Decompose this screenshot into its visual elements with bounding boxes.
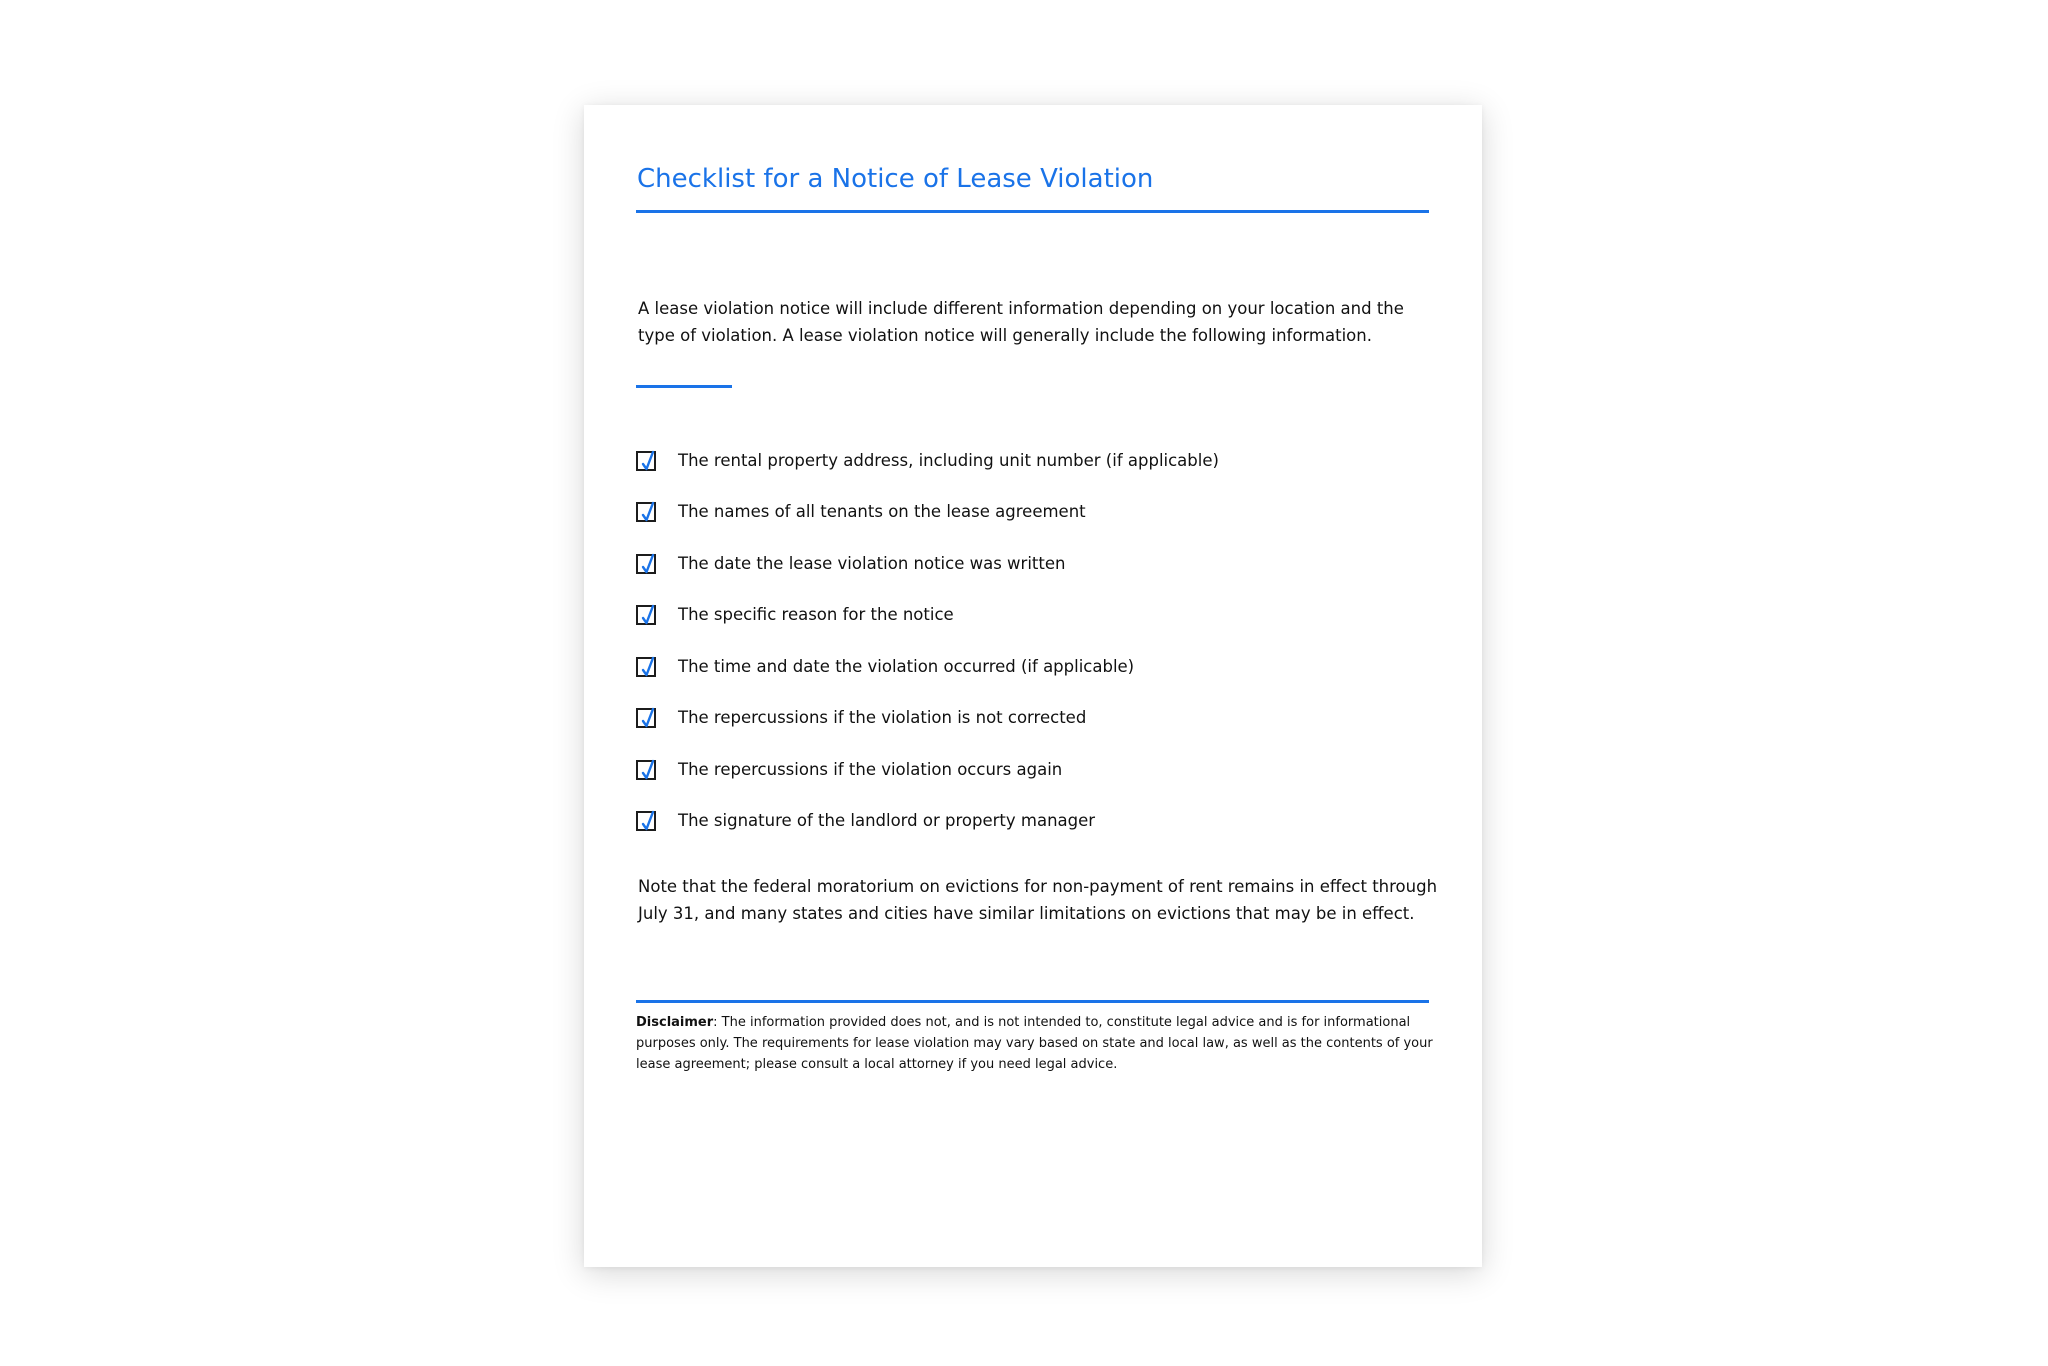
- checkbox-checked-icon[interactable]: [636, 708, 656, 728]
- document-page: [584, 105, 1482, 1267]
- checklist-item-label: The date the lease violation notice was written: [678, 553, 1066, 573]
- disclaimer: [636, 1012, 1436, 1075]
- checklist-item-label: The rental property address, including unit number (if applicable): [678, 450, 1219, 470]
- checklist-item: [636, 796, 1219, 848]
- checkbox-checked-icon[interactable]: [636, 760, 656, 780]
- checklist-item-label: The specific reason for the notice: [678, 605, 954, 625]
- note-paragraph: Note that the federal moratorium on evictions for non-payment of rent remains in effect through July 31, and many states and cities have similar limitations on evictions that may be in effect.: [638, 877, 1438, 923]
- intro-paragraph: A lease violation notice will include different information depending on your location and the type of violation. A lease violation notice will generally include the following information.: [638, 299, 1404, 345]
- document-title: Checklist for a Notice of Lease Violation: [637, 164, 1154, 194]
- disclaimer-divider: [636, 1000, 1429, 1003]
- checkbox-checked-icon[interactable]: [636, 657, 656, 677]
- title-divider: [636, 210, 1429, 213]
- checklist-item-label: The signature of the landlord or property manager: [678, 811, 1096, 831]
- section-divider: [636, 385, 732, 388]
- checklist-item-label: The repercussions if the violation occurs again: [678, 759, 1063, 779]
- checklist-item-label: The names of all tenants on the lease agreement: [678, 502, 1086, 522]
- checklist-item: [636, 487, 1219, 539]
- checkbox-checked-icon[interactable]: [636, 502, 656, 522]
- checklist-item: [636, 641, 1219, 693]
- checklist: [636, 435, 1219, 847]
- disclaimer-text: : The information provided does not, and is not intended to, constitute legal advice and is for informational purposes only. The requirements for lease violation may vary based on state and local law, as well as the contents of your lease agreement; please consult a local attorney if you need legal advice.: [636, 1015, 1433, 1072]
- checklist-item-label: The repercussions if the violation is not corrected: [678, 708, 1087, 728]
- checklist-item-label: The time and date the violation occurred (if applicable): [678, 656, 1135, 676]
- checklist-item: [636, 590, 1219, 642]
- checkbox-checked-icon[interactable]: [636, 811, 656, 831]
- checkbox-checked-icon[interactable]: [636, 451, 656, 471]
- checkbox-checked-icon[interactable]: [636, 554, 656, 574]
- checklist-item: [636, 693, 1219, 745]
- checkbox-checked-icon[interactable]: [636, 605, 656, 625]
- checklist-item: [636, 538, 1219, 590]
- checklist-item: [636, 744, 1219, 796]
- disclaimer-label: Disclaimer: [636, 1015, 714, 1030]
- checklist-item: [636, 435, 1219, 487]
